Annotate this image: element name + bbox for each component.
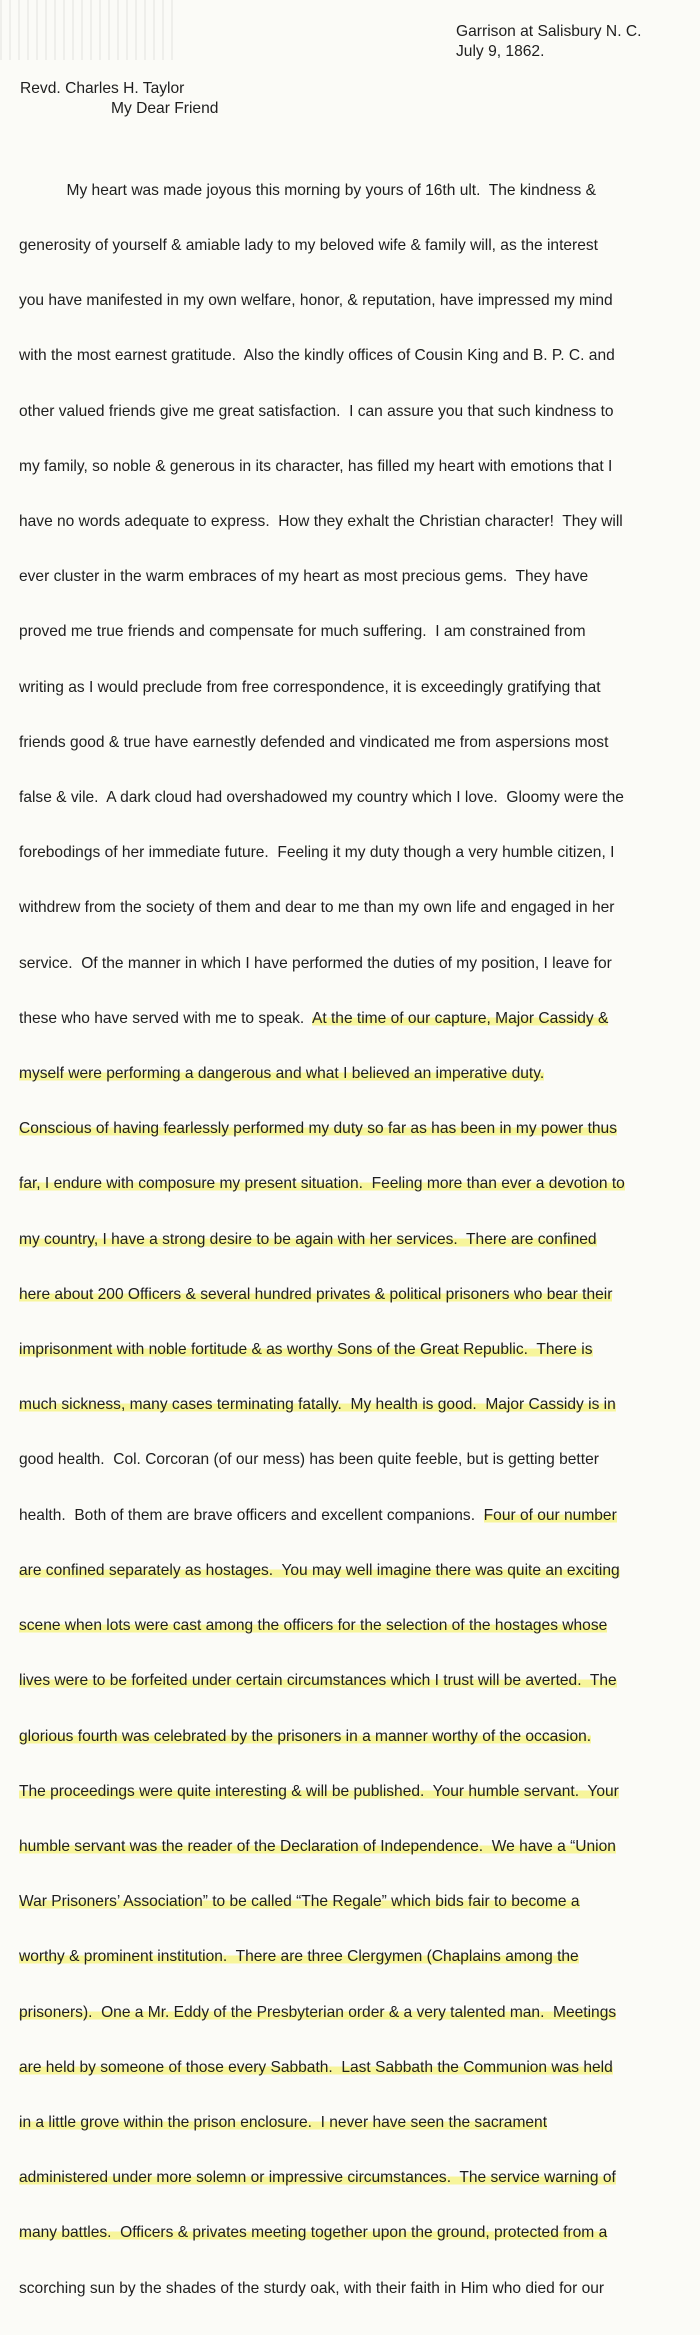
- body-line-highlighted: [19, 1396, 691, 1414]
- highlighted-text: prisoners). One a Mr. Eddy of the Presbyterian order & a very talented man. Meetings: [19, 2003, 617, 2021]
- body-line-highlighted: [19, 1728, 691, 1746]
- salutation: [20, 79, 218, 119]
- body-line: false & vile. A dark cloud had overshadowed my country which I love. Gloomy were the: [19, 789, 624, 807]
- letter-place: Garrison at Salisbury N. C.: [456, 23, 642, 40]
- body-line: service. Of the manner in which I have performed the duties of my position, I leave for: [19, 954, 612, 972]
- highlighted-text: imprisonment with noble fortitude & as worthy Sons of the Great Republic. There is: [19, 1341, 593, 1359]
- highlighted-text: here about 200 Officers & several hundred privates & political prisoners who bear their: [19, 1285, 613, 1303]
- body-line-highlighted: [19, 2224, 691, 2242]
- letter-date: July 9, 1862.: [456, 43, 545, 60]
- highlighted-text: humble servant was the reader of the Declaration of Independence. We have a “Union: [19, 1837, 616, 1855]
- highlighted-text: are confined separately as hostages. You may well imagine there was quite an exciting: [19, 1561, 620, 1579]
- body-line-highlighted: [19, 1893, 691, 1911]
- body-line-highlighted: [19, 1783, 691, 1801]
- highlighted-text: far, I endure with composure my present situation. Feeling more than ever a devotion to: [19, 1175, 625, 1193]
- highlighted-text: The proceedings were quite interesting & will be published. Your humble servant. Your: [19, 1782, 619, 1800]
- body-line-highlighted: [19, 1175, 691, 1193]
- body-line: proved me true friends and compensate for much suffering. I am constrained from: [19, 623, 586, 641]
- body-line-highlighted: [19, 2114, 691, 2132]
- body-line-highlighted: [19, 1617, 691, 1635]
- body-line-highlighted: [19, 1562, 691, 1580]
- highlighted-text: scene when lots were cast among the officers for the selection of the hostages whose: [19, 1617, 608, 1635]
- body-line: with the most earnest gratitude. Also the kindly offices of Cousin King and B. P. C. and: [19, 347, 615, 365]
- highlighted-text: myself were performing a dangerous and what I believed an imperative duty.: [19, 1065, 545, 1083]
- body-line-highlighted: [19, 1065, 691, 1083]
- body-line: withdrew from the society of them and dear to me than my own life and engaged in her: [19, 899, 615, 917]
- body-line: My heart was made joyous this morning by yours of 16th ult. The kindness &: [19, 181, 596, 199]
- body-line: writing as I would preclude from free correspondence, it is exceedingly gratifying that: [19, 678, 601, 696]
- body-line: forebodings of her immediate future. Feeling it my duty though a very humble citizen, I: [19, 844, 615, 862]
- body-line: my family, so noble & generous in its character, has filled my heart with emotions that I: [19, 457, 613, 475]
- body-line-highlighted: [19, 1672, 691, 1690]
- highlighted-text: Conscious of having fearlessly performed my duty so far as has been in my power thus: [19, 1120, 617, 1138]
- body-line-highlighted: [19, 1231, 691, 1249]
- body-line: good health. Col. Corcoran (of our mess) has been quite feeble, but is getting better: [19, 1451, 599, 1469]
- body-line-with-highlight: [19, 1507, 691, 1525]
- highlighted-text: in a little grove within the prison enclosure. I never have seen the sacrament: [19, 2113, 548, 2131]
- greeting: My Dear Friend: [111, 100, 219, 117]
- highlighted-text: Four of our number: [483, 1506, 617, 1524]
- body-line: ever cluster in the warm embraces of my heart as most precious gems. They have: [19, 568, 589, 586]
- body-line-part: these who have served with me to speak.: [19, 1009, 312, 1027]
- highlighted-text: administered under more solemn or impressive circumstances. The service warning of: [19, 2169, 616, 2187]
- faint-watermark: [0, 0, 180, 60]
- body-line: scorching sun by the shades of the sturdy oak, with their faith in Him who died for our: [19, 2279, 605, 2297]
- body-line: friends good & true have earnestly defended and vindicated me from aspersions most: [19, 733, 609, 751]
- body-line-highlighted: [19, 2004, 691, 2022]
- body-line-highlighted: [19, 1838, 691, 1856]
- highlighted-text: many battles. Officers & privates meeting together upon the ground, protected from a: [19, 2224, 608, 2242]
- body-line: generosity of yourself & amiable lady to my beloved wife & family will, as the interest: [19, 237, 598, 255]
- body-line-highlighted: [19, 1120, 691, 1138]
- body-line-highlighted: [19, 2169, 691, 2187]
- highlighted-text: my country, I have a strong desire to be again with her services. There are confined: [19, 1230, 597, 1248]
- body-line: have no words adequate to express. How they exhalt the Christian character! They will: [19, 513, 623, 531]
- body-line-part: health. Both of them are brave officers and excellent companions.: [19, 1506, 484, 1524]
- highlighted-text: much sickness, many cases terminating fatally. My health is good. Major Cassidy is in: [19, 1396, 616, 1414]
- body-line-with-highlight: [19, 1010, 691, 1028]
- highlighted-text: worthy & prominent institution. There are three Clergymen (Chaplains among the: [19, 1948, 579, 1966]
- body-line-highlighted: [19, 1341, 691, 1359]
- highlighted-text: glorious fourth was celebrated by the prisoners in a manner worthy of the occasion.: [19, 1727, 592, 1745]
- body-line-highlighted: [19, 1286, 691, 1304]
- body-line: other valued friends give me great satisfaction. I can assure you that such kindness to: [19, 402, 614, 420]
- body-line: you have manifested in my own welfare, honor, & reputation, have impressed my mind: [19, 292, 613, 310]
- recipient-name: Revd. Charles H. Taylor: [20, 80, 185, 97]
- highlighted-text: are held by someone of those every Sabbath. Last Sabbath the Communion was held: [19, 2058, 613, 2076]
- highlighted-text: War Prisoners’ Association” to be called “The Regale” which bids fair to become a: [19, 1893, 580, 1911]
- body-line-highlighted: [19, 2059, 691, 2077]
- highlighted-text: At the time of our capture, Major Cassidy &: [311, 1009, 609, 1027]
- highlighted-text: lives were to be forfeited under certain circumstances which I trust will be averted. The: [19, 1672, 617, 1690]
- body-line-highlighted: [19, 1948, 691, 1966]
- letter-body: [19, 145, 691, 2335]
- letter-heading: [456, 22, 641, 62]
